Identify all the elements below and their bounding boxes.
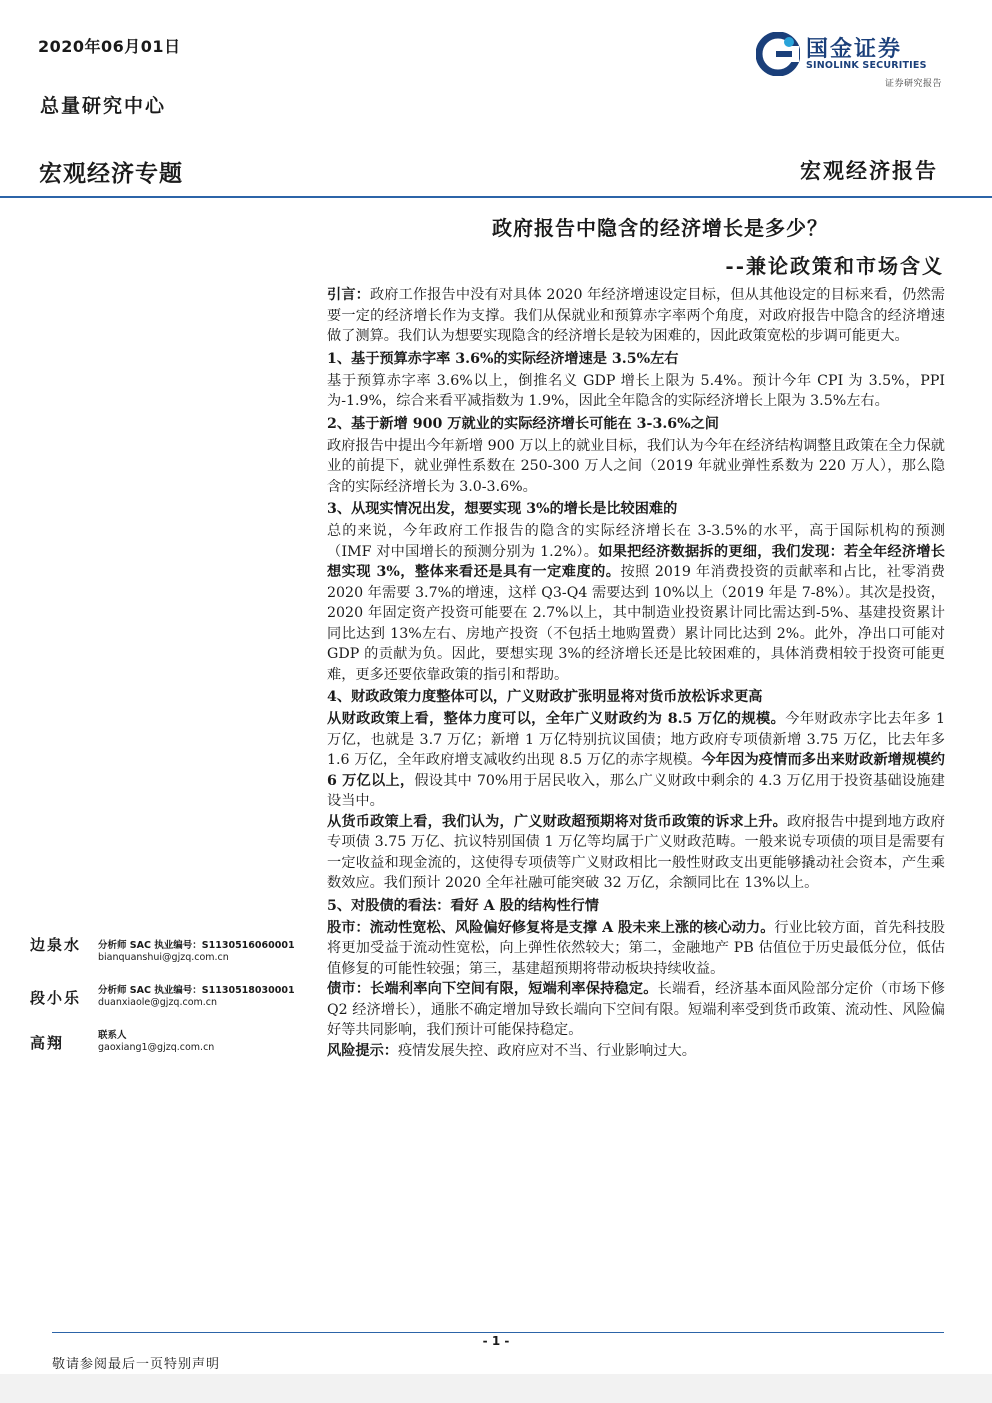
logo-subtitle: 证券研究报告 [884, 79, 942, 89]
risk-label: 风险提示： [327, 1042, 398, 1059]
analyst-entry [30, 979, 310, 1023]
fiscal-text-2: 假设其中 70%用于居民收入，那么广义财政中剩余的 4.3 万亿用于投资基础设施建设当中。 [327, 772, 945, 809]
section-paragraph-4a [327, 709, 945, 812]
section-3-bold: 如果把经济数据拆的更细，我们发现：若全年经济增长想实现 3%，整体来看还是具有一定难度的。 [327, 543, 945, 580]
report-type-left: 宏观经济专题 [39, 161, 183, 187]
fiscal-text: 今年财政赤字比去年多 1 万亿，也就是 3.7 万亿；新增 1 万亿特别抗议国债；地方政府专项债新增 3.75 万亿，比去年多 1.6 万亿，全年政府增支减收约出现 8.5 万亿的赤字规模。 [327, 711, 945, 768]
analyst-list [30, 934, 310, 1069]
analyst-email[interactable]: bianquanshui@gjzq.com.cn [98, 952, 229, 963]
analyst-role: 联系人 [98, 1030, 127, 1041]
monetary-text: 政府报告中提到地方政府专项债 3.75 万亿、抗议特别国债 1 万亿等均属于广义财政范畴。一般来说专项债的项目是需要有一定收益和现金流的，这使得专项债等广义财政相比一般性财政支出更能够撬动社会资本，产生乘数效应。我们预计 2020 全年社融可能突破 32 万亿，余额同比在 13%以上。 [327, 813, 945, 891]
analyst-name: 段小乐 [30, 989, 82, 1007]
header-divider [0, 196, 992, 198]
disclaimer-note: 敬请参阅最后一页特别声明 [52, 1357, 221, 1372]
company-logo [756, 30, 946, 90]
report-date: 2020年06月01日 [38, 37, 181, 56]
stock-lead: 股市：流动性宽松、风险偏好修复将是支撑 A 股未来上涨的核心动力。 [327, 919, 775, 936]
section-3-text-a: 总的来说，今年政府工作报告的隐含的实际经济增长在 3-3.5%的水平，高于国际机构的预测（IMF 对中国增长的预测分别为 1.2%）。 [327, 523, 945, 560]
monetary-lead: 从货币政策上看，我们认为，广义财政超预期将对货币政策的诉求上升。 [327, 813, 788, 830]
intro-paragraph [327, 285, 945, 347]
footer-band [0, 1374, 992, 1403]
footer-divider [52, 1332, 944, 1333]
logo-name-cn: 国金证券 [806, 37, 903, 62]
analyst-name: 高翔 [30, 1034, 65, 1052]
fiscal-lead: 从财政政策上看，整体力度可以，全年广义财政约为 8.5 万亿的规模。 [327, 711, 786, 727]
section-3-text-c: 按照 2019 年消费投资的贡献率和占比，社零消费 2020 年需要 3.7%的增速，这样 Q3-Q4 需要达到 10%以上（2019 年是 7-8%）。其次是投资，2020 年固定资产投资可能要在 2.7%以上，其中制造业投资累计同比需达到-5%、基建投资累计同比达到 13%左右、房地产投资（不包括土地购置费）累计同比达到 2%。此外，净出口可能对 GDP 的贡献为负。因此，要想实现 3%的经济增长还是比较困难的，具体消费相较于投资可能更难，更多还要依靠政策的指引和帮助。 [327, 564, 945, 683]
analyst-entry [30, 934, 310, 978]
bond-text: 长端看，经济基本面风险部分定价（市场下修 Q2 经济增长），通胀不确定增加导致长端向下空间有限。短端利率受到货币政策、流动性、风险偏好等共同影响，我们预计可能保持稳定。 [327, 981, 945, 1038]
bond-lead: 债市：长端利率向下空间有限，短端利率保持稳定。 [327, 981, 658, 997]
analyst-entry [30, 1024, 310, 1068]
analyst-email[interactable]: gaoxiang1@gjzq.com.cn [98, 1042, 215, 1053]
analyst-role: 分析师 SAC 执业编号：S1130518030001 [98, 985, 295, 996]
section-paragraph-1: 基于预算赤字率 3.6%以上，倒推名义 GDP 增长上限为 5.4%。预计今年 CPI 为 3.5%，PPI 为-1.9%，综合来看平减指数为 1.9%，因此全年隐含的实际经济增长上限为 3.5%左右。 [327, 372, 945, 409]
report-title: 政府报告中隐含的经济增长是多少？ [492, 216, 828, 240]
section-heading-5: 5、对股债的看法：看好 A 股的结构性行情 [327, 897, 599, 914]
analyst-role: 分析师 SAC 执业编号：S1130516060001 [98, 940, 295, 951]
bond-paragraph [327, 979, 945, 1041]
section-paragraph-3 [327, 521, 945, 685]
section-heading-4: 4、财政政策力度整体可以，广义财政扩张明显将对货币放松诉求更高 [327, 689, 763, 705]
section-heading-3: 3、从现实情况出发，想要实现 3%的增长是比较困难的 [327, 501, 678, 517]
report-body [327, 285, 945, 1061]
logo-name-en: SINOLINK SECURITIES [806, 60, 927, 71]
page-number: - 1 - [482, 1334, 510, 1348]
section-paragraph-4b [327, 812, 945, 894]
risk-paragraph [327, 1041, 945, 1062]
fiscal-bold-2: 今年因为疫情而多出来财政新增规模约 6 万亿以上， [327, 752, 945, 789]
report-subtitle: --兼论政策和市场含义 [725, 254, 944, 278]
section-paragraph-2: 政府报告中提出今年新增 900 万以上的就业目标，我们认为今年在经济结构调整且政策在全力保就业的前提下，就业弹性系数在 250-300 万人之间（2019 年就业弹性系数为 220 万人），那么隐含的实际经济增长为 3.0-3.6%。 [327, 437, 945, 495]
analyst-email[interactable]: duanxiaole@gjzq.com.cn [98, 997, 218, 1008]
research-center: 总量研究中心 [40, 95, 167, 117]
analyst-name: 边泉水 [30, 936, 82, 954]
intro-text: 政府工作报告中没有对具体 2020 年经济增速设定目标，但从其他设定的目标来看，仍然需要一定的经济增长作为支撑。我们从保就业和预算赤字率两个角度，对政府报告中隐含的经济增速做了测算。我们认为想要实现隐含的经济增长是较为困难的，因此政策宽松的步调可能更大。 [327, 287, 945, 344]
sinolink-logo-icon [756, 32, 800, 76]
intro-label: 引言： [327, 287, 370, 303]
report-type-right: 宏观经济报告 [800, 158, 938, 183]
stock-text: 行业比较方面，首先科技股将更加受益于流动性宽松，向上弹性依然较大；第二，金融地产 PB 估值位于历史最低分位，低估值修复的可能性较强；第三，基建超预期将带动板块持续收益。 [327, 919, 945, 977]
risk-text: 疫情发展失控、政府应对不当、行业影响过大。 [397, 1042, 696, 1059]
stock-paragraph [327, 918, 945, 980]
section-heading-1: 1、基于预算赤字率 3.6%的实际经济增速是 3.5%左右 [327, 350, 679, 367]
section-heading-2: 2、基于新增 900 万就业的实际经济增长可能在 3-3.6%之间 [327, 415, 719, 432]
